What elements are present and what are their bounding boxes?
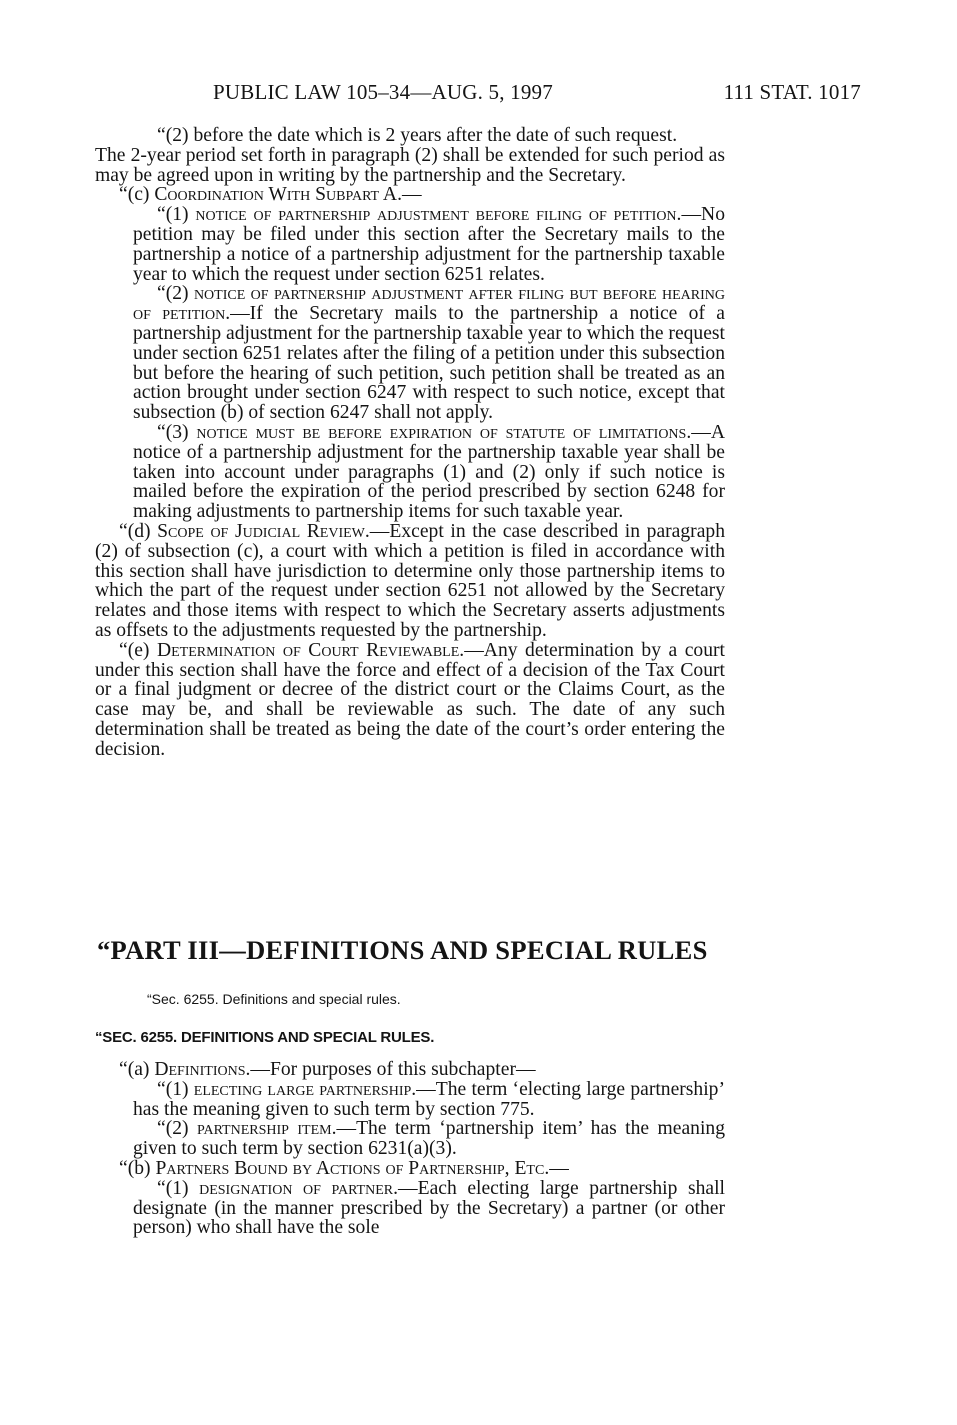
a1-label: “(1) bbox=[157, 1078, 194, 1100]
b1-text: .—Each electing large partnership shall designate (in the manner prescribed by the Secretary) a partner (or other person) who shall have the sole bbox=[133, 1177, 725, 1239]
a2-label: “(2) bbox=[157, 1118, 197, 1140]
paragraph-c3 bbox=[95, 423, 725, 522]
e-label: “(e) bbox=[119, 639, 157, 661]
a-text: .—For purposes of this subchapter— bbox=[245, 1059, 536, 1080]
section-heading: “SEC. 6255. DEFINITIONS AND SPECIAL RULES. bbox=[95, 1029, 435, 1046]
c3-label: “(3) bbox=[157, 421, 197, 443]
b1-label: “(1) bbox=[157, 1177, 200, 1199]
running-head: PUBLIC LAW 105–34—AUG. 5, 1997 bbox=[213, 80, 553, 104]
d-label: “(d) bbox=[119, 520, 158, 542]
c3-text: .—A notice of a partnership adjustment for the partnership taxable year shall be taken into account under paragraphs (1) and (2) only if such notice is mailed before the expiration of the period prescribed by section 6248 for making adjustments to partnership items for such taxable year. bbox=[133, 421, 725, 523]
b-heading: Partners Bound by Actions of Partnership, Etc bbox=[155, 1157, 545, 1179]
subsection-e bbox=[95, 641, 725, 760]
c2-text: .—If the Secretary mails to the partnership a notice of a partnership adjustment for the partnership taxable year to which the request under section 6251 relates after the filing of a petition under this subsection but before the hearing of such petition, such petition shall be treated as an action brought under section 6247 with respect to such notice, except that subsection (b) of section 6247 shall not apply. bbox=[133, 303, 726, 424]
toc-entry: “Sec. 6255. Definitions and special rules. bbox=[147, 991, 401, 1007]
paragraph-2-before-date: “(2) before the date which is 2 years after the date of such request. bbox=[157, 125, 678, 146]
paragraph-c2 bbox=[95, 284, 725, 423]
subsection-c-label: “(c) bbox=[119, 184, 155, 206]
b-label: “(b) bbox=[119, 1157, 156, 1179]
a2-heading: partnership item bbox=[196, 1118, 332, 1140]
c2-label: “(2) bbox=[157, 283, 194, 305]
statute-text-lower bbox=[95, 1060, 725, 1238]
a1-heading: electing large partnership bbox=[193, 1078, 412, 1100]
e-heading: Determination of Court Reviewable bbox=[156, 639, 460, 661]
b1-heading: designation of partner bbox=[199, 1177, 394, 1199]
subsection-a bbox=[95, 1060, 725, 1080]
c1-text: .—No petition may be filed under this section after the Secretary mails to the partnership a notice of a partnership adjustment for the partnership taxable year to which the request under section 6251 relates. bbox=[133, 204, 725, 285]
page-reference: 111 STAT. 1017 bbox=[723, 80, 861, 104]
subsection-c bbox=[95, 185, 725, 205]
c1-label: “(1) bbox=[157, 204, 196, 226]
paragraph-b1 bbox=[95, 1179, 725, 1238]
a-label: “(a) bbox=[119, 1059, 155, 1080]
subsection-c-heading: Coordination With Subpart A bbox=[154, 184, 398, 206]
paragraph-c1 bbox=[95, 205, 725, 284]
statute-text-upper bbox=[95, 126, 725, 760]
subsection-c-dash: .— bbox=[397, 184, 422, 206]
c2-heading: notice of partnership adjustment after filing but before hearing of petition bbox=[133, 283, 725, 325]
d-text: .—Except in the case described in paragraph (2) of subsection (c), a court with which a petition is filed in accordance with this section shall have jurisdiction to determine only those partnership items to which the part of the request under section 6251 not allowed by the Secretary relates and those items with respect to which the Secretary asserts adjustments as offsets to the adjustments requested by the partnership. bbox=[95, 520, 725, 641]
subsection-b bbox=[95, 1159, 725, 1179]
paragraph-a1 bbox=[95, 1080, 725, 1120]
subsection-d bbox=[95, 522, 725, 641]
a1-text: .—The term ‘electing large partnership’ has the meaning given to such term by section 775. bbox=[133, 1078, 725, 1120]
c3-heading: notice must be before expiration of statute of limitations bbox=[196, 421, 687, 443]
b-text: .— bbox=[544, 1157, 569, 1179]
e-text: .—Any determination by a court under this section shall have the force and effect of a decision of the Tax Court or a final judgment or decree of the district court or the Claims Court, as the case may be, and shall be reviewable as such. The date of any such determination shall be treated as being the date of the court’s order entering the decision. bbox=[95, 639, 725, 760]
paragraph-extension: The 2-year period set forth in paragraph (2) shall be extended for such period as may be agreed upon in writing by the partnership and the Secretary. bbox=[95, 144, 725, 186]
a2-text: .—The term ‘partnership item’ has the meaning given to such term by section 6231(a)(3). bbox=[133, 1118, 725, 1160]
c1-heading: notice of partnership adjustment before filing of petition bbox=[195, 204, 677, 226]
a-heading: Definitions bbox=[154, 1059, 246, 1080]
paragraph-a2 bbox=[95, 1119, 725, 1159]
part-title: “PART III—DEFINITIONS AND SPECIAL RULES bbox=[97, 935, 708, 965]
d-heading: Scope of Judicial Review bbox=[157, 520, 365, 542]
